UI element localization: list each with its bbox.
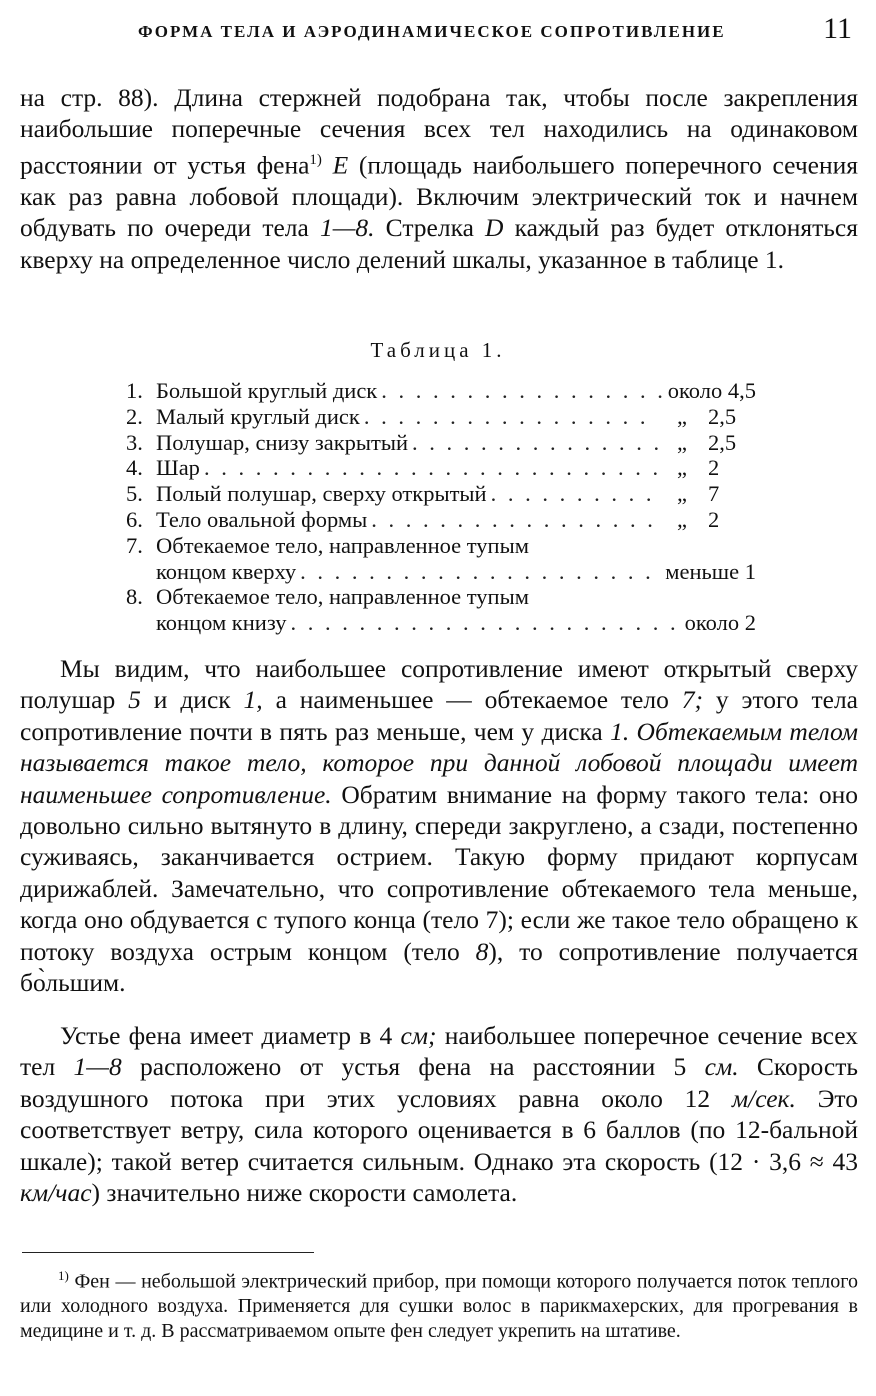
row-value [662,507,756,533]
ditto-mark: „ [677,481,687,507]
paragraph-speed [20,1020,858,1208]
text-run: у этого тела сопротивление почти в пять раз меньше, чем у диска [20,685,858,746]
row-number-value: 1 [744,558,756,584]
row-number-value: 2 [744,610,756,636]
table-row [126,507,756,533]
text-run: каждый раз будет отклоняться кверху на определенное число делений шкалы, указанное в таблице 1. [20,213,858,274]
ditto-mark: „ [677,403,687,429]
italic-run: E [332,150,349,180]
row-number: 8. [126,584,143,610]
italic-run: м/сек. [731,1083,796,1113]
leader-dots [412,430,658,456]
italic-run: 1—8. [319,213,375,243]
row-qualifier: около [667,378,723,403]
text-run [322,150,333,179]
row-label-continued: концом книзу [156,610,287,636]
row-value [668,378,756,404]
leader-dots [491,481,658,507]
leader-dots [291,610,681,636]
italic-run: км/час [20,1178,92,1208]
italic-run: 1—8 [73,1052,122,1082]
row-number: 2. [126,403,143,429]
row-number: 5. [126,481,143,507]
table-1 [126,378,756,636]
table-row [126,481,756,507]
row-number: 7. [126,532,143,558]
row-label: Тело овальной формы [156,506,368,532]
text-run: Стрелка [374,213,486,243]
footnote [20,1264,858,1343]
row-label: Полый полушар, сверху открытый [156,481,487,507]
footnote-marker: 1) [58,1268,69,1283]
row-label: Обтекаемое тело, направленное тупым [156,532,529,558]
row-qualifier: около [684,610,740,636]
row-number-value: 2 [708,455,720,481]
leader-dots [300,559,661,585]
row-value [662,455,756,481]
row-value [685,610,756,636]
paragraph-results [20,653,858,998]
row-number: 1. [126,378,143,403]
text-run: наибольшее поперечное сечение всех тел [20,1021,858,1082]
leader-dots [371,507,658,533]
table-title: Таблица 1. [370,338,506,362]
text-run: Мы видим, что наибольшее сопротивление имеют открытый сверху полушар [20,654,858,715]
text-run: расположено от устья фена на расстоянии 5 [121,1052,705,1082]
leader-dots [204,455,658,481]
ditto-mark: „ [677,429,687,455]
footnote-marker: 1) [309,151,322,168]
text-run: на стр. 88). Длина стержней подобрана так, чтобы после закрепления наибольшие поперечные сечения всех тел находились на одинаковом расстоянии от устья фена [20,83,858,180]
ditto-mark: „ [677,506,687,532]
italic-run: см. [704,1052,739,1082]
table-row [126,378,756,404]
row-label: Большой круглый диск [156,378,378,403]
text-run: (площадь наибольшего поперечного сечения как раз равна лобовой площади). Включим электрический ток и начнем обдувать по очереди тела [20,150,858,243]
text-run: и диск [140,685,244,715]
row-number: 4. [126,455,143,481]
row-value [662,404,756,430]
text-run: Устье фена имеет диаметр в 4 [60,1021,401,1050]
table-row [126,430,756,456]
text-run: ), то сопротивление получается бо̀льшим. [20,936,858,998]
text-run: Обратим внимание на форму такого тела: оно довольно сильно вытянуто в длину, спереди закруглено, а сзади, постепенно суживаясь, заканчивается острием. Такую форму придают корпусам дирижаблей. Замечательно, что сопротивление обтекаемого тела меньше, когда оно обдувается с тупого конца (тело 7); если же такое тело обращено к потоку воздуха острым концом (тело [20,779,859,966]
leader-dots [364,404,658,430]
paragraph-continuation [20,82,858,275]
row-number: 3. [126,429,143,455]
italic-run: D [485,213,504,243]
table-row [126,404,756,430]
row-number-value: 2,5 [708,429,737,455]
italic-run: 8 [475,936,489,966]
row-value [665,559,756,585]
row-number-value: 2 [708,506,720,532]
table-row [126,533,756,585]
italic-run: 7; [681,685,703,715]
table-row [126,584,756,636]
footnote-divider [22,1252,314,1253]
row-label: Малый круглый диск [156,403,360,429]
text-run: ) значительно ниже скорости самолета. [91,1178,518,1208]
row-number-value: 4,5 [727,378,756,403]
footnote-text: Фен — небольшой электрический прибор, при помощи которого получается поток теплого или холодного воздуха. Применяется для сушки волос в парикмахерских, для прогревания в медицине и т. д. В рассматриваемом опыте фен следует укрепить на штативе. [20,1270,858,1342]
leader-dots [381,378,664,404]
page-number: 11 [823,12,852,45]
row-qualifier: меньше [665,558,740,584]
running-head [20,12,852,48]
running-title: ФОРМА ТЕЛА И АЭРОДИНАМИЧЕСКОЕ СОПРОТИВЛЕНИЕ [138,22,726,41]
row-label: Полушар, снизу закрытый [156,429,409,455]
table-row [126,455,756,481]
ditto-mark: „ [677,455,687,481]
row-label: Обтекаемое тело, направленное тупым [156,584,529,610]
row-value [662,430,756,456]
italic-definition: 1. Обтекаемым телом называется такое тело, которое при данной лобовой площади имеет наименьшее сопротивление. [20,716,858,809]
row-number-value: 7 [708,481,720,507]
italic-run: 5 [128,685,141,715]
row-number: 6. [126,506,143,532]
row-number-value: 2,5 [708,403,737,429]
text-run: Скорость воздушного потока при этих условиях равна около 12 [20,1052,858,1113]
row-label-continued: концом кверху [156,558,297,584]
italic-run: 1, [243,685,263,715]
italic-run: см; [400,1021,437,1050]
row-label: Шар [156,455,200,481]
text-run: Это соответствует ветру, сила которого оценивается в 6 баллов (по 12-бальной шкале); такой ветер считается сильным. Однако эта скорость (12 · 3,6 ≈ 43 [20,1083,858,1176]
text-run: а наименьшее — обтекаемое тело [262,685,682,715]
row-value [662,481,756,507]
